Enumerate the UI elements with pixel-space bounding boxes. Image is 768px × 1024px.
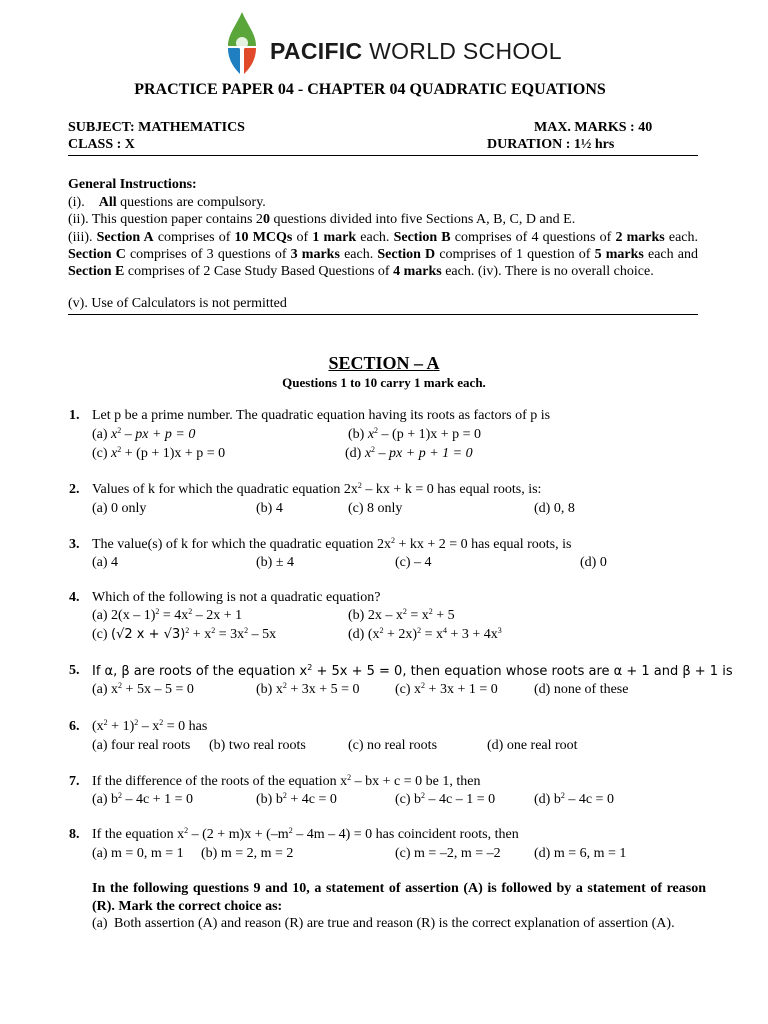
q6-option-a: (a) four real roots bbox=[92, 738, 191, 753]
q6-text-2: + 1) bbox=[107, 719, 135, 734]
q8-option-c: (c) m = –2, m = –2 bbox=[395, 846, 501, 861]
q7-option-b bbox=[256, 792, 337, 808]
q1-b-label: (b) bbox=[348, 427, 368, 442]
q4-number: 4. bbox=[69, 590, 80, 605]
q4-c-sup1: 2 bbox=[185, 626, 190, 635]
q7-option-a bbox=[92, 792, 193, 808]
q4-c-sup2: 2 bbox=[211, 626, 216, 635]
q7-b-1: (b) b bbox=[256, 792, 283, 807]
q8-option-b: (b) m = 2, m = 2 bbox=[201, 846, 294, 861]
iii-part-14: 3 marks bbox=[290, 247, 340, 262]
q3-sup: 2 bbox=[390, 536, 395, 545]
q7-b-2: + 4c = 0 bbox=[286, 792, 337, 807]
q5-text-1: If α, β are roots of the equation x bbox=[92, 664, 308, 679]
q4-d-sup1: 2 bbox=[379, 626, 384, 635]
q1-text: Let p be a prime number. The quadratic equation having its roots as factors of p is bbox=[92, 408, 551, 423]
q1-option-b bbox=[348, 427, 481, 443]
q1-a-label: (a) bbox=[92, 427, 112, 442]
q7-text-1: If the difference of the roots of the equation x bbox=[92, 774, 348, 789]
q1-d-sup: 2 bbox=[371, 445, 376, 454]
q1-c-sup: 2 bbox=[117, 445, 122, 454]
class-label: CLASS : X bbox=[68, 137, 135, 152]
q2-number: 2. bbox=[69, 482, 80, 497]
q7-d-sup: 2 bbox=[560, 791, 565, 800]
q4-d-4: + 3 + 4x bbox=[446, 627, 498, 642]
iii-part-2: Section A bbox=[96, 230, 154, 245]
iii-part-3: comprises of bbox=[153, 230, 235, 245]
q4-d-sup3: 4 bbox=[442, 626, 447, 635]
iii-part-20: Section E bbox=[68, 264, 125, 279]
q4-option-d bbox=[348, 627, 502, 643]
q4-option-a bbox=[92, 608, 242, 624]
q4-b-3: + 5 bbox=[432, 608, 455, 623]
paper-title: PRACTICE PAPER 04 - CHAPTER 04 QUADRATIC EQUATIONS bbox=[134, 81, 606, 98]
q1-option-c bbox=[92, 446, 225, 462]
q5-option-d: (d) none of these bbox=[534, 682, 629, 697]
q5-number: 5. bbox=[69, 663, 80, 678]
instruction-iii bbox=[68, 229, 698, 280]
q7-option-c bbox=[395, 792, 495, 808]
q5-b-1: (b) x bbox=[256, 682, 283, 697]
iii-part-23: each. (iv). There is no overall choice. bbox=[441, 264, 654, 279]
q1-a-x: x bbox=[111, 427, 118, 442]
instruction-i bbox=[68, 195, 266, 211]
q3-number: 3. bbox=[69, 537, 80, 552]
q3-option-d: (d) 0 bbox=[580, 555, 607, 570]
q6-sup3: 2 bbox=[159, 718, 164, 727]
q4-a-1: (a) 2(x – 1) bbox=[92, 608, 156, 623]
q4-b-2: = x bbox=[406, 608, 429, 623]
school-logo-icon bbox=[222, 10, 262, 76]
iii-part-19: each and bbox=[643, 247, 698, 262]
q4-a-3: – 2x + 1 bbox=[192, 608, 243, 623]
q5-c-2: + 3x + 1 = 0 bbox=[425, 682, 498, 697]
assertion-option-a-text: Both assertion (A) and reason (R) are true and reason (R) is the correct explanation of assertion (A). bbox=[114, 916, 675, 931]
q3-option-a: (a) 4 bbox=[92, 555, 119, 570]
iii-part-17: comprises of 1 question of bbox=[435, 247, 595, 262]
q6-text-1: (x bbox=[92, 719, 104, 734]
q4-d-3: = x bbox=[421, 627, 443, 642]
q4-d-1: (d) (x bbox=[348, 627, 380, 642]
q5-c-sup: 2 bbox=[421, 681, 426, 690]
q7-d-1: (d) b bbox=[534, 792, 561, 807]
instruction-i-text: questions are compulsory. bbox=[116, 195, 266, 210]
q1-b-x: x bbox=[367, 427, 375, 442]
q4-a-sup1: 2 bbox=[155, 607, 160, 616]
q5-a-sup: 2 bbox=[118, 681, 123, 690]
q5-c-1: (c) x bbox=[395, 682, 422, 697]
iii-part-4: 10 MCQs bbox=[234, 230, 293, 245]
instruction-i-prefix: (i). bbox=[68, 195, 85, 210]
q4-d-sup2: 2 bbox=[417, 626, 422, 635]
q6-sup1: 2 bbox=[103, 718, 108, 727]
q7-d-2: – 4c = 0 bbox=[564, 792, 614, 807]
iii-part-10: 2 marks bbox=[615, 230, 665, 245]
q3-option-c: (c) – 4 bbox=[395, 555, 432, 570]
q3-option-b: (b) ± 4 bbox=[256, 555, 295, 570]
q2-option-d: (d) 0, 8 bbox=[534, 501, 575, 516]
q1-a-eq: – px + p = 0 bbox=[121, 427, 196, 442]
iii-part-22: 4 marks bbox=[393, 264, 442, 279]
q4-a-sup2: 2 bbox=[188, 607, 193, 616]
school-logo bbox=[222, 10, 572, 78]
q1-a-sup: 2 bbox=[117, 426, 122, 435]
header-divider bbox=[68, 155, 698, 156]
q5-option-a bbox=[92, 682, 194, 698]
iii-part-15: each. bbox=[339, 247, 378, 262]
q3-text-2: + kx + 2 = 0 has equal roots, is bbox=[394, 537, 572, 552]
q8-text bbox=[92, 827, 519, 843]
q4-text: Which of the following is not a quadratic equation? bbox=[92, 590, 381, 605]
q7-c-1: (c) b bbox=[395, 792, 422, 807]
q4-b-sup1: 2 bbox=[402, 607, 407, 616]
q7-sup: 2 bbox=[347, 773, 352, 782]
section-a-subtitle: Questions 1 to 10 carry 1 mark each. bbox=[282, 375, 486, 390]
q1-c-x: x bbox=[111, 446, 118, 461]
q4-option-c bbox=[92, 627, 276, 643]
q5-a-1: (a) x bbox=[92, 682, 119, 697]
q4-c-2: (√2 x + √3) bbox=[111, 627, 186, 642]
school-name bbox=[270, 38, 562, 65]
q7-text-2: – bx + c = 0 be 1, then bbox=[351, 774, 481, 789]
instruction-v: (v). Use of Calculators is not permitted bbox=[68, 296, 287, 311]
q5-b-2: + 3x + 5 = 0 bbox=[286, 682, 360, 697]
q8-text-3: – 4m – 4) = 0 has coincident roots, then bbox=[292, 827, 519, 842]
assertion-reason-intro: In the following questions 9 and 10, a statement of assertion (A) is followed by a statement of reason (R). Mark the correct choice as: bbox=[92, 881, 706, 914]
q8-text-1: If the equation x bbox=[92, 827, 185, 842]
q6-text-3: – x bbox=[138, 719, 160, 734]
q7-a-1: (a) b bbox=[92, 792, 119, 807]
q1-d-eq: – px + p + 1 = 0 bbox=[375, 446, 473, 461]
instruction-ii-bold: 0 bbox=[262, 212, 270, 227]
q7-b-sup: 2 bbox=[282, 791, 287, 800]
q2-option-a: (a) 0 only bbox=[92, 501, 147, 516]
instructions-divider bbox=[68, 314, 698, 315]
instruction-i-bold: All bbox=[98, 195, 117, 210]
q1-option-d bbox=[345, 446, 473, 462]
q8-number: 8. bbox=[69, 827, 80, 842]
q2-text-1: Values of k for which the quadratic equation 2x bbox=[92, 482, 358, 497]
q5-option-c bbox=[395, 682, 498, 698]
iii-part-13: comprises of 3 questions of bbox=[125, 247, 291, 262]
iii-part-7: each. bbox=[356, 230, 394, 245]
iii-part-21: comprises of 2 Case Study Based Questions of bbox=[124, 264, 394, 279]
q6-text bbox=[92, 719, 207, 735]
q4-c-4: = 3x bbox=[215, 627, 245, 642]
school-name-bold: PACIFIC bbox=[270, 38, 363, 64]
iii-part-6: 1 mark bbox=[312, 230, 357, 245]
q5-a-2: + 5x – 5 = 0 bbox=[122, 682, 194, 697]
q8-option-a: (a) m = 0, m = 1 bbox=[92, 846, 184, 861]
max-marks-label: MAX. MARKS : 40 bbox=[534, 120, 653, 135]
q1-d-label: (d) bbox=[345, 446, 365, 461]
q1-option-a bbox=[92, 427, 195, 443]
q2-sup: 2 bbox=[357, 481, 362, 490]
q8-text-2: – (2 + m)x + (–m bbox=[188, 827, 289, 842]
q1-d-x: x bbox=[364, 446, 372, 461]
iii-part-8: Section B bbox=[393, 230, 451, 245]
q6-option-d: (d) one real root bbox=[487, 738, 578, 753]
q5-sup: 2 bbox=[307, 663, 313, 672]
q6-option-b: (b) two real roots bbox=[209, 738, 306, 753]
q7-c-sup: 2 bbox=[421, 791, 426, 800]
q3-text bbox=[92, 537, 571, 553]
q7-number: 7. bbox=[69, 774, 80, 789]
q4-c-sup3: 2 bbox=[244, 626, 249, 635]
q7-a-2: – 4c + 1 = 0 bbox=[122, 792, 194, 807]
iii-part-5: of bbox=[292, 230, 313, 245]
q5-b-sup: 2 bbox=[282, 681, 287, 690]
iii-part-12: Section C bbox=[68, 247, 126, 262]
q6-number: 6. bbox=[69, 719, 80, 734]
iii-part-1: (iii). bbox=[68, 230, 97, 245]
section-a-title: SECTION – A bbox=[328, 353, 440, 373]
instruction-ii bbox=[68, 212, 575, 228]
q4-b-sup2: 2 bbox=[428, 607, 433, 616]
q1-b-sup: 2 bbox=[374, 426, 379, 435]
q5-text-2: + 5x + 5 = 0, then equation whose roots are α + 1 and β + 1 is bbox=[312, 664, 733, 679]
q1-number: 1. bbox=[69, 408, 80, 423]
subject-label: SUBJECT: MATHEMATICS bbox=[68, 120, 245, 135]
instructions-heading: General Instructions: bbox=[68, 177, 197, 192]
q2-text bbox=[92, 482, 541, 498]
q4-d-2: + 2x) bbox=[383, 627, 418, 642]
q1-c-eq: + (p + 1)x + p = 0 bbox=[121, 446, 226, 461]
assertion-option-a-label: (a) bbox=[92, 916, 108, 931]
q3-text-1: The value(s) of k for which the quadratic equation 2x bbox=[92, 537, 391, 552]
q7-a-sup: 2 bbox=[118, 791, 123, 800]
q4-a-2: = 4x bbox=[159, 608, 189, 623]
q6-option-c: (c) no real roots bbox=[348, 738, 438, 753]
q4-c-1: (c) bbox=[92, 627, 112, 642]
q4-c-3: + x bbox=[189, 627, 212, 642]
q4-c-5: – 5x bbox=[248, 627, 277, 642]
q2-text-2: – kx + k = 0 has equal roots, is: bbox=[361, 482, 542, 497]
duration-label: DURATION : 1½ hrs bbox=[487, 137, 615, 152]
q1-b-eq: – (p + 1)x + p = 0 bbox=[378, 427, 482, 442]
q1-c-label: (c) bbox=[92, 446, 112, 461]
q7-text bbox=[92, 774, 480, 790]
instruction-ii-text-b: questions divided into five Sections A, B, C, D and E. bbox=[269, 212, 576, 227]
q4-option-b bbox=[348, 608, 455, 624]
q5-text bbox=[92, 664, 733, 679]
q8-sup2: 2 bbox=[288, 826, 293, 835]
iii-part-9: comprises of 4 questions of bbox=[450, 230, 616, 245]
q8-sup1: 2 bbox=[184, 826, 189, 835]
q7-c-2: – 4c – 1 = 0 bbox=[425, 792, 496, 807]
iii-part-11: each. bbox=[664, 230, 699, 245]
instruction-ii-text-a: (ii). This question paper contains 2 bbox=[68, 212, 263, 227]
q7-option-d bbox=[534, 792, 614, 808]
school-name-light: WORLD SCHOOL bbox=[362, 38, 562, 64]
q8-option-d: (d) m = 6, m = 1 bbox=[534, 846, 627, 861]
q4-b-1: (b) 2x – x bbox=[348, 608, 403, 623]
q6-text-4: = 0 has bbox=[163, 719, 208, 734]
q2-option-c: (c) 8 only bbox=[348, 501, 403, 516]
q4-d-sup4: 3 bbox=[497, 626, 502, 635]
iii-part-16: Section D bbox=[377, 247, 436, 262]
q6-sup2: 2 bbox=[134, 718, 139, 727]
q2-option-b: (b) 4 bbox=[256, 501, 283, 516]
iii-part-18: 5 marks bbox=[594, 247, 644, 262]
q5-option-b bbox=[256, 682, 360, 698]
